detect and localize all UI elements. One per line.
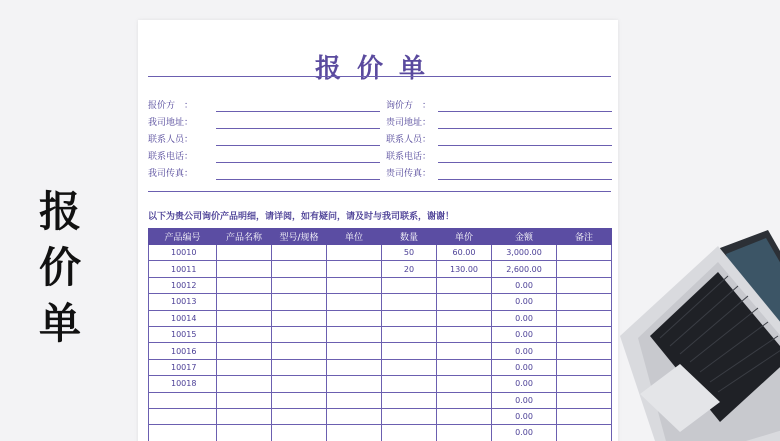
table-row (149, 294, 612, 310)
table-cell[interactable] (382, 277, 437, 293)
table-cell[interactable] (272, 343, 327, 359)
info-row (148, 146, 613, 163)
table-cell[interactable] (272, 392, 327, 408)
table-cell[interactable]: 10010 (149, 245, 217, 261)
info-row (148, 95, 613, 112)
table-cell[interactable]: 0.00 (492, 408, 557, 424)
table-row (149, 326, 612, 342)
table-cell[interactable] (272, 277, 327, 293)
table-cell[interactable] (272, 359, 327, 375)
table-row (149, 277, 612, 293)
our-phone-field[interactable] (216, 147, 380, 163)
table-cell[interactable] (272, 245, 327, 261)
table-cell[interactable] (217, 277, 272, 293)
side-title (34, 184, 86, 352)
info-label: 联系人员： (148, 135, 194, 145)
table-cell[interactable] (327, 425, 382, 441)
laptop-image (600, 226, 780, 441)
table-cell[interactable]: 10015 (149, 326, 217, 342)
table-row (149, 425, 612, 441)
side-title-char: 报 (38, 187, 81, 236)
table-cell[interactable] (217, 326, 272, 342)
table-cell[interactable] (217, 245, 272, 261)
table-cell[interactable]: 0.00 (492, 392, 557, 408)
table-row (149, 408, 612, 424)
table-cell[interactable] (437, 408, 492, 424)
table-cell[interactable] (217, 392, 272, 408)
info-row (148, 112, 613, 129)
client-address-field[interactable] (438, 113, 612, 129)
table-cell[interactable] (327, 343, 382, 359)
table-cell[interactable] (327, 408, 382, 424)
table-row (149, 261, 612, 277)
column-header: 产品编号 (149, 229, 217, 245)
table-cell[interactable] (327, 376, 382, 392)
table-row (149, 376, 612, 392)
table-cell[interactable] (272, 376, 327, 392)
table-cell[interactable]: 10016 (149, 343, 217, 359)
table-cell[interactable] (327, 245, 382, 261)
info-label: 联系电话： (148, 152, 194, 162)
table-cell[interactable] (382, 392, 437, 408)
table-cell[interactable] (437, 425, 492, 441)
table-cell[interactable] (382, 326, 437, 342)
header-divider (148, 76, 611, 77)
table-cell[interactable]: 10012 (149, 277, 217, 293)
inquiring-party-field[interactable] (438, 96, 612, 112)
table-cell[interactable]: 0.00 (492, 310, 557, 326)
info-label: 询价方 ： (386, 101, 432, 111)
info-row (148, 129, 613, 146)
info-label: 联系人员： (386, 135, 432, 145)
column-header: 备注 (557, 229, 612, 245)
table-cell[interactable]: 0.00 (492, 376, 557, 392)
side-title-char: 价 (38, 243, 81, 292)
table-cell[interactable] (382, 343, 437, 359)
table-cell[interactable] (327, 294, 382, 310)
table-cell[interactable] (149, 408, 217, 424)
table-cell[interactable] (327, 326, 382, 342)
client-fax-field[interactable] (438, 164, 612, 180)
table-cell[interactable] (272, 425, 327, 441)
side-title-char: 单 (38, 299, 81, 348)
info-label: 联系电话： (386, 152, 432, 162)
table-body (149, 245, 612, 441)
table-cell[interactable] (382, 376, 437, 392)
table-cell[interactable] (217, 343, 272, 359)
table-cell[interactable] (217, 261, 272, 277)
quotation-sheet (138, 20, 618, 441)
info-divider (148, 191, 611, 192)
info-label: 我司地址： (148, 118, 194, 128)
column-header: 产品名称 (217, 229, 272, 245)
party-info-block (148, 95, 613, 180)
table-cell[interactable] (149, 392, 217, 408)
table-cell[interactable] (217, 425, 272, 441)
table-cell[interactable] (437, 359, 492, 375)
table-cell[interactable]: 10017 (149, 359, 217, 375)
table-cell[interactable] (272, 408, 327, 424)
info-label: 我司传真： (148, 169, 194, 179)
table-cell[interactable] (437, 294, 492, 310)
column-header: 单位 (327, 229, 382, 245)
table-cell[interactable]: 10014 (149, 310, 217, 326)
client-phone-field[interactable] (438, 147, 612, 163)
table-cell[interactable] (437, 326, 492, 342)
table-cell[interactable] (327, 310, 382, 326)
table-cell[interactable] (382, 294, 437, 310)
table-cell[interactable]: 10018 (149, 376, 217, 392)
quoting-party-field[interactable] (216, 96, 380, 112)
table-cell[interactable]: 3,000.00 (492, 245, 557, 261)
table-cell[interactable] (382, 425, 437, 441)
table-cell[interactable] (149, 425, 217, 441)
document-title: 报价单 (314, 54, 441, 84)
our-contact-field[interactable] (216, 130, 380, 146)
info-label: 贵司传真： (386, 169, 432, 179)
table-cell[interactable] (327, 261, 382, 277)
info-label: 报价方 ： (148, 101, 194, 111)
table-cell[interactable] (327, 277, 382, 293)
table-cell[interactable]: 130.00 (437, 261, 492, 277)
table-row (149, 310, 612, 326)
table-cell[interactable]: 0.00 (492, 277, 557, 293)
table-cell[interactable] (382, 359, 437, 375)
table-cell[interactable] (327, 392, 382, 408)
quotation-items-table (148, 228, 612, 441)
table-cell[interactable] (382, 310, 437, 326)
table-cell[interactable]: 0.00 (492, 359, 557, 375)
notice-text: 以下为贵公司询价产品明细，请详阅，如有疑问，请及时与我司联系，谢谢！ (148, 212, 455, 222)
table-row (149, 343, 612, 359)
table-cell[interactable]: 10011 (149, 261, 217, 277)
client-contact-field[interactable] (438, 130, 612, 146)
table-row (149, 392, 612, 408)
table-cell[interactable] (272, 310, 327, 326)
table-row (149, 359, 612, 375)
table-cell[interactable]: 50 (382, 245, 437, 261)
table-cell[interactable] (437, 343, 492, 359)
column-header: 单价 (437, 229, 492, 245)
column-header: 型号/规格 (272, 229, 327, 245)
table-cell[interactable]: 2,600.00 (492, 261, 557, 277)
info-label: 贵司地址： (386, 118, 432, 128)
our-address-field[interactable] (216, 113, 380, 129)
table-cell[interactable] (217, 376, 272, 392)
table-cell[interactable] (217, 310, 272, 326)
column-header: 数量 (382, 229, 437, 245)
table-cell[interactable]: 60.00 (437, 245, 492, 261)
table-cell[interactable] (217, 408, 272, 424)
table-cell[interactable]: 10013 (149, 294, 217, 310)
table-cell[interactable]: 0.00 (492, 343, 557, 359)
table-row (149, 245, 612, 261)
table-cell[interactable] (327, 359, 382, 375)
table-cell[interactable] (437, 310, 492, 326)
table-cell[interactable] (217, 294, 272, 310)
table-cell[interactable] (382, 408, 437, 424)
table-cell[interactable]: 0.00 (492, 425, 557, 441)
table-cell[interactable]: 0.00 (492, 326, 557, 342)
table-cell[interactable] (437, 392, 492, 408)
table-cell[interactable] (437, 277, 492, 293)
table-cell[interactable] (272, 294, 327, 310)
info-row (148, 163, 613, 180)
table-cell[interactable] (437, 376, 492, 392)
table-cell[interactable]: 0.00 (492, 294, 557, 310)
our-fax-field[interactable] (216, 164, 380, 180)
table-cell[interactable] (217, 359, 272, 375)
table-header-row (149, 229, 612, 245)
table-cell[interactable] (272, 326, 327, 342)
table-cell[interactable] (272, 261, 327, 277)
table-cell[interactable]: 20 (382, 261, 437, 277)
column-header: 金额 (492, 229, 557, 245)
